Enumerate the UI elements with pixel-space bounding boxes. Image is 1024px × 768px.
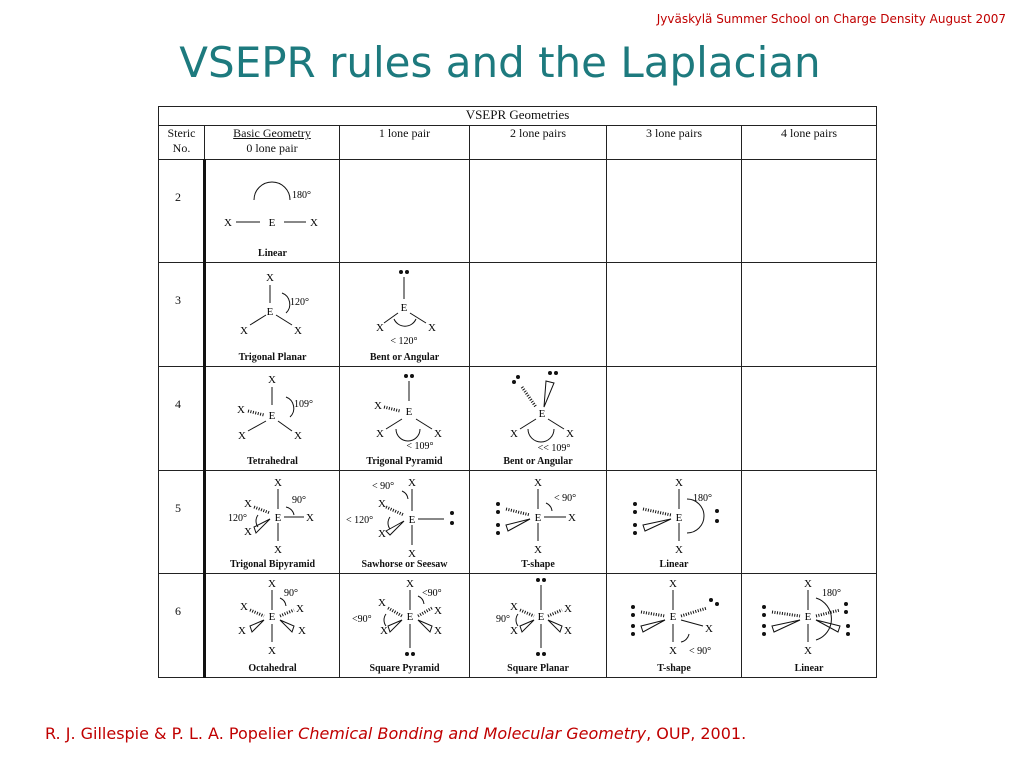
atom-e: E	[804, 611, 812, 624]
bond-angle: <90°	[422, 588, 442, 600]
geometry-label: Trigonal Bipyramid	[229, 559, 316, 571]
square-pyramid-structure-diagram	[340, 574, 470, 674]
geometry-cell-t-shape-6	[607, 574, 742, 678]
atom-x: X	[378, 497, 386, 510]
atom-x: X	[238, 625, 246, 638]
atom-x: X	[274, 543, 282, 556]
atom-e: E	[408, 513, 416, 526]
atom-x: X	[534, 476, 542, 489]
atom-x: X	[238, 430, 246, 443]
geometry-label: Bent or Angular	[369, 352, 440, 364]
atom-x: X	[268, 645, 276, 658]
atom-x: X	[568, 511, 576, 524]
atom-x: X	[310, 216, 318, 229]
steric-number-cell	[159, 159, 205, 263]
geometry-cell-octahedral	[205, 574, 340, 678]
octahedral-structure-diagram	[206, 574, 341, 674]
vsepr-table	[158, 106, 877, 678]
empty-cell	[340, 159, 470, 263]
geometry-cell-tetrahedral	[205, 367, 340, 471]
bent-angular-structure-diagram	[470, 367, 607, 467]
atom-x: X	[274, 476, 282, 489]
atom-x: X	[510, 428, 518, 441]
atom-x: X	[406, 578, 414, 591]
empty-cell	[742, 263, 877, 367]
atom-x: X	[675, 543, 683, 556]
atom-x: X	[675, 476, 683, 489]
bond-angle-lower: <90°	[352, 614, 372, 626]
table-row-steric-4	[159, 367, 877, 471]
geometry-cell-square-pyramid	[340, 574, 470, 678]
geometry-cell-trigonal-planar	[205, 263, 340, 367]
seesaw-structure-diagram	[340, 471, 470, 571]
bond-angle: < 120°	[390, 336, 418, 348]
atom-e: E	[274, 511, 282, 524]
empty-cell	[742, 470, 877, 574]
atom-x: X	[240, 601, 248, 614]
steric-number-cell	[159, 367, 205, 471]
bond-angle: 180°	[292, 189, 311, 201]
atom-x: X	[380, 625, 388, 638]
steric-number: 5	[175, 500, 181, 515]
header-basic-geometry	[205, 126, 340, 160]
atom-e: E	[406, 611, 414, 624]
geometry-label: Trigonal Planar	[238, 352, 307, 364]
empty-cell	[607, 367, 742, 471]
atom-x: X	[294, 325, 302, 338]
steric-number-cell	[159, 574, 205, 678]
geometry-label: Trigonal Pyramid	[366, 455, 443, 467]
atom-x: X	[434, 605, 442, 618]
bent-structure-diagram	[340, 263, 470, 363]
geometry-label: T-shape	[657, 663, 691, 674]
steric-number-cell	[159, 263, 205, 367]
geometry-cell-t-shape	[470, 470, 607, 574]
header-one-lone-pair: 1 lone pair	[340, 126, 470, 160]
bond-angle: < 109°	[406, 441, 434, 453]
atom-x: X	[434, 625, 442, 638]
atom-x: X	[705, 623, 713, 636]
geometry-cell-bent-angular	[470, 367, 607, 471]
atom-x: X	[374, 400, 382, 413]
geometry-label: Bent or Angular	[503, 455, 573, 467]
atom-x: X	[376, 428, 384, 441]
empty-cell	[742, 159, 877, 263]
steric-number-cell	[159, 470, 205, 574]
atom-x: X	[378, 597, 386, 610]
trigonal-bipyramid-structure-diagram	[206, 471, 341, 571]
bond-angle: 180°	[693, 492, 712, 504]
header-basic-geometry-label: Basic Geometry	[233, 126, 311, 141]
table-row-steric-6	[159, 574, 877, 678]
empty-cell	[470, 263, 607, 367]
geometry-label: Linear	[659, 559, 689, 571]
bond-angle: 120°	[290, 297, 309, 309]
header-three-lone-pairs: 3 lone pairs	[607, 126, 742, 160]
steric-number: 4	[175, 397, 181, 412]
geometry-cell-trigonal-bipyramid	[205, 470, 340, 574]
header-note: Jyväskylä Summer School on Charge Density August 2007	[656, 12, 1006, 26]
atom-e: E	[669, 611, 677, 624]
atom-x: X	[510, 601, 518, 614]
geometry-cell-linear-5	[607, 470, 742, 574]
bond-angle-equatorial: < 120°	[346, 514, 374, 526]
atom-x: X	[244, 525, 252, 538]
geometry-label: T-shape	[521, 559, 555, 571]
header-two-lone-pairs: 2 lone pairs	[470, 126, 607, 160]
slide-title: VSEPR rules and the Laplacian	[179, 38, 821, 87]
bond-angle: 180°	[822, 588, 841, 600]
geometry-label: Linear	[794, 663, 824, 674]
geometry-cell-seesaw	[340, 470, 470, 574]
geometry-label: Linear	[258, 248, 287, 260]
header-steric-no	[159, 126, 205, 160]
table-row-steric-3	[159, 263, 877, 367]
atom-x: X	[564, 625, 572, 638]
citation	[45, 724, 746, 743]
atom-x: X	[244, 497, 252, 510]
atom-x: X	[408, 476, 416, 489]
geometry-cell-trigonal-pyramid	[340, 367, 470, 471]
empty-cell	[742, 367, 877, 471]
atom-x: X	[266, 272, 274, 285]
table-caption: VSEPR Geometries	[159, 107, 877, 126]
header-steric-label: Steric	[167, 126, 196, 141]
atom-x: X	[224, 216, 232, 229]
geometry-label: Square Planar	[507, 663, 569, 674]
atom-x: X	[268, 578, 276, 591]
bond-angle: 90°	[284, 588, 298, 600]
atom-e: E	[675, 511, 683, 524]
citation-authors: R. J. Gillespie & P. L. A. Popelier	[45, 724, 299, 743]
atom-x: X	[296, 603, 304, 616]
steric-number: 3	[175, 293, 181, 308]
atom-x: X	[378, 527, 386, 540]
table-row-steric-2	[159, 159, 877, 263]
t-shape-6-structure-diagram	[607, 574, 742, 674]
steric-number: 2	[175, 189, 181, 204]
table-row-steric-5	[159, 470, 877, 574]
atom-x: X	[510, 625, 518, 638]
linear-6-structure-diagram	[742, 574, 877, 674]
atom-x: X	[306, 511, 314, 524]
linear-5-structure-diagram	[607, 471, 742, 571]
geometry-cell-square-planar	[470, 574, 607, 678]
geometry-cell-bent	[340, 263, 470, 367]
empty-cell	[607, 159, 742, 263]
atom-x: X	[268, 374, 276, 387]
square-planar-structure-diagram	[470, 574, 607, 674]
header-four-lone-pairs: 4 lone pairs	[742, 126, 877, 160]
tetrahedral-structure-diagram	[206, 367, 341, 467]
bond-angle-equatorial: 120°	[228, 512, 247, 524]
atom-e: E	[537, 611, 545, 624]
atom-x: X	[566, 428, 574, 441]
geometry-label: Sawhorse or Seesaw	[361, 559, 448, 571]
citation-book-title: Chemical Bonding and Molecular Geometry	[298, 724, 647, 743]
geometry-cell-linear	[205, 159, 340, 263]
atom-x: X	[564, 603, 572, 616]
atom-e: E	[268, 611, 276, 624]
atom-x: X	[804, 578, 812, 591]
atom-x: X	[240, 325, 248, 338]
atom-x: X	[804, 645, 812, 658]
empty-cell	[470, 159, 607, 263]
atom-e: E	[268, 410, 276, 423]
atom-e: E	[268, 216, 276, 229]
atom-x: X	[408, 547, 416, 560]
header-zero-lone-pair-label: 0 lone pair	[246, 141, 298, 156]
linear-structure-diagram	[206, 160, 341, 260]
bond-angle: 90°	[496, 614, 510, 626]
atom-x: X	[376, 322, 384, 335]
atom-x: X	[669, 578, 677, 591]
atom-x: X	[294, 430, 302, 443]
geometry-label: Octahedral	[248, 663, 297, 674]
atom-e: E	[400, 302, 408, 315]
atom-x: X	[669, 645, 677, 658]
steric-number: 6	[175, 604, 181, 619]
bond-angle: << 109°	[537, 443, 571, 455]
t-shape-structure-diagram	[470, 471, 607, 571]
header-no-label: No.	[172, 141, 191, 156]
atom-x: X	[237, 404, 245, 417]
geometry-cell-linear-6	[742, 574, 877, 678]
citation-publisher: , OUP, 2001.	[646, 724, 747, 743]
bond-angle: < 90°	[689, 646, 712, 658]
trigonal-planar-structure-diagram	[206, 263, 341, 363]
empty-cell	[607, 263, 742, 367]
vsepr-table-container	[158, 106, 876, 678]
atom-e: E	[405, 406, 413, 419]
atom-x: X	[428, 322, 436, 335]
atom-x: X	[534, 543, 542, 556]
bond-angle: 90°	[292, 494, 306, 506]
atom-x: X	[434, 428, 442, 441]
atom-e: E	[266, 306, 274, 319]
geometry-label: Tetrahedral	[247, 455, 298, 467]
bond-angle: 109°	[294, 399, 313, 411]
atom-e: E	[538, 408, 546, 421]
bond-angle: < 90°	[372, 480, 395, 492]
atom-x: X	[298, 625, 306, 638]
geometry-label: Square Pyramid	[369, 663, 440, 674]
atom-e: E	[534, 511, 542, 524]
trigonal-pyramid-structure-diagram	[340, 367, 470, 467]
bond-angle: < 90°	[554, 492, 577, 504]
